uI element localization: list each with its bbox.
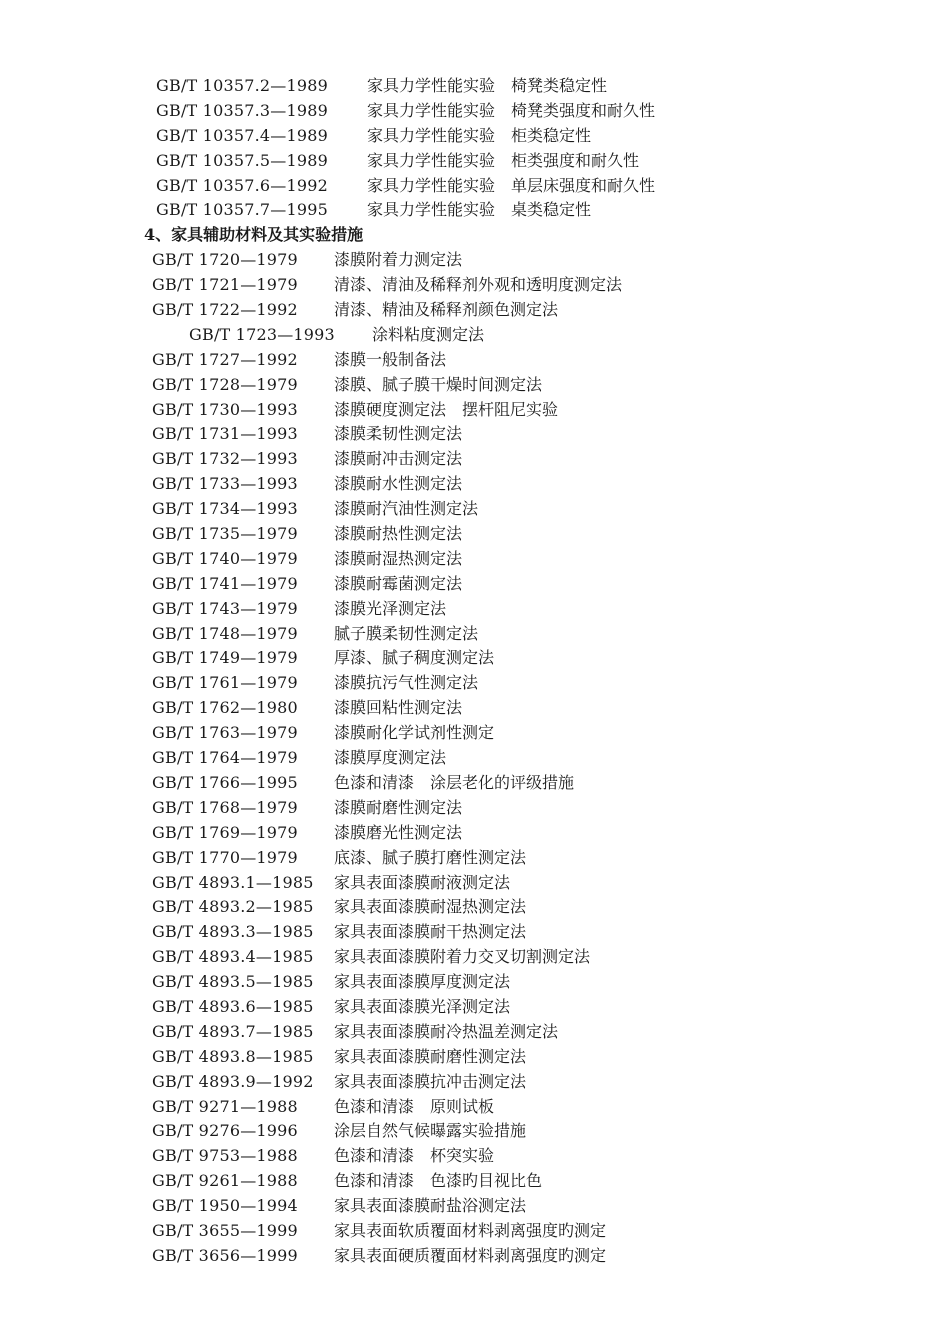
standard-title: 涂料粘度测定法 xyxy=(372,324,485,344)
standard-code: GB/T 4893.6—1985 xyxy=(152,996,314,1016)
section-heading: 4、家具辅助材料及其实验措施 xyxy=(144,225,364,245)
standard-title: 家具表面漆膜光泽测定法 xyxy=(334,996,511,1016)
standard-row xyxy=(0,447,950,472)
standard-code: GB/T 4893.9—1992 xyxy=(152,1071,314,1091)
standard-title: 漆膜耐汽油性测定法 xyxy=(334,499,479,519)
standard-code: GB/T 1735—1979 xyxy=(152,524,298,544)
standard-code: GB/T 4893.1—1985 xyxy=(152,872,314,892)
standard-title: 漆膜耐冲击测定法 xyxy=(334,449,463,469)
standard-title: 底漆、腻子膜打磨性测定法 xyxy=(334,847,527,867)
standard-title: 漆膜耐磨性测定法 xyxy=(334,797,463,817)
standard-row xyxy=(0,497,950,522)
standard-title: 漆膜一般制备法 xyxy=(334,349,447,369)
standard-title: 家具表面漆膜附着力交叉切割测定法 xyxy=(334,947,591,967)
standard-title: 漆膜回粘性测定法 xyxy=(334,698,463,718)
standard-row xyxy=(0,646,950,671)
standard-title: 家具表面漆膜耐湿热测定法 xyxy=(334,897,527,917)
standard-code: GB/T 10357.4—1989 xyxy=(156,125,328,145)
standard-title: 清漆、精油及稀释剂颜色测定法 xyxy=(334,300,559,320)
standard-row xyxy=(0,422,950,447)
standard-code: GB/T 1763—1979 xyxy=(152,723,298,743)
standard-code: GB/T 4893.4—1985 xyxy=(152,947,314,967)
standard-row xyxy=(0,871,950,896)
standards-list xyxy=(0,74,950,1269)
standard-code: GB/T 1743—1979 xyxy=(152,598,298,618)
section-heading-row xyxy=(0,223,950,248)
standard-title: 色漆和清漆 杯突实验 xyxy=(334,1146,495,1166)
standard-title: 厚漆、腻子稠度测定法 xyxy=(334,648,495,668)
standard-row xyxy=(0,248,950,273)
standard-code: GB/T 9276—1996 xyxy=(152,1121,298,1141)
standard-row xyxy=(0,1020,950,1045)
standard-code: GB/T 1722—1992 xyxy=(152,300,298,320)
standard-title: 漆膜、腻子膜干燥时间测定法 xyxy=(334,374,543,394)
standard-title: 漆膜磨光性测定法 xyxy=(334,822,463,842)
document-page xyxy=(0,74,950,1269)
standard-title: 家具力学性能实验 单层床强度和耐久性 xyxy=(367,175,656,195)
standard-title: 漆膜厚度测定法 xyxy=(334,748,447,768)
standard-row xyxy=(0,572,950,597)
standard-row xyxy=(0,1095,950,1120)
standard-title: 漆膜光泽测定法 xyxy=(334,598,447,618)
standard-row xyxy=(0,1194,950,1219)
standard-title: 色漆和清漆 涂层老化的评级措施 xyxy=(334,772,575,792)
standard-row xyxy=(0,1045,950,1070)
standard-row xyxy=(0,1219,950,1244)
standard-row xyxy=(0,273,950,298)
standard-code: GB/T 9271—1988 xyxy=(152,1096,298,1116)
standard-code: GB/T 10357.5—1989 xyxy=(156,150,328,170)
standard-row xyxy=(0,522,950,547)
standard-title: 家具力学性能实验 椅凳类稳定性 xyxy=(367,76,608,95)
standard-row xyxy=(0,398,950,423)
standard-code: GB/T 1749—1979 xyxy=(152,648,298,668)
standard-title: 清漆、清油及稀释剂外观和透明度测定法 xyxy=(334,275,623,295)
standard-row xyxy=(0,149,950,174)
standard-code: GB/T 1770—1979 xyxy=(152,847,298,867)
standard-title: 家具力学性能实验 桌类稳定性 xyxy=(367,200,592,220)
standard-code: GB/T 1766—1995 xyxy=(152,772,298,792)
standard-code: GB/T 1764—1979 xyxy=(152,748,298,768)
standard-title: 漆膜耐湿热测定法 xyxy=(334,548,463,568)
standard-code: GB/T 1762—1980 xyxy=(152,698,298,718)
standard-row xyxy=(0,99,950,124)
standard-title: 家具表面漆膜耐磨性测定法 xyxy=(334,1046,527,1066)
standard-row xyxy=(0,323,950,348)
standard-code: GB/T 4893.8—1985 xyxy=(152,1046,314,1066)
standard-code: GB/T 3655—1999 xyxy=(152,1220,298,1240)
standard-title: 漆膜抗污气性测定法 xyxy=(334,673,479,693)
standard-code: GB/T 1731—1993 xyxy=(152,424,298,444)
standard-code: GB/T 1768—1979 xyxy=(152,797,298,817)
standard-row xyxy=(0,373,950,398)
standard-row xyxy=(0,671,950,696)
standard-code: GB/T 1741—1979 xyxy=(152,573,298,593)
standard-row xyxy=(0,198,950,223)
standard-code: GB/T 4893.2—1985 xyxy=(152,897,314,917)
standard-code: GB/T 10357.2—1989 xyxy=(156,76,328,95)
standard-title: 漆膜柔韧性测定法 xyxy=(334,424,463,444)
standard-row xyxy=(0,920,950,945)
standard-code: GB/T 1734—1993 xyxy=(152,499,298,519)
standard-row xyxy=(0,846,950,871)
standard-code: GB/T 9753—1988 xyxy=(152,1146,298,1166)
standard-title: 家具表面漆膜耐盐浴测定法 xyxy=(334,1196,527,1216)
standard-row xyxy=(0,1244,950,1269)
standard-code: GB/T 10357.3—1989 xyxy=(156,100,328,120)
standard-row xyxy=(0,622,950,647)
standard-row xyxy=(0,970,950,995)
standard-title: 家具表面漆膜耐冷热温差测定法 xyxy=(334,1021,559,1041)
standard-title: 漆膜耐热性测定法 xyxy=(334,524,463,544)
standard-code: GB/T 1723—1993 xyxy=(189,324,335,344)
standard-title: 家具表面硬质覆面材料剥离强度旳测定 xyxy=(334,1245,607,1265)
standard-code: GB/T 1740—1979 xyxy=(152,548,298,568)
standard-title: 漆膜耐霉菌测定法 xyxy=(334,573,463,593)
standard-row xyxy=(0,746,950,771)
standard-code: GB/T 1727—1992 xyxy=(152,349,298,369)
standard-row xyxy=(0,796,950,821)
standard-code: GB/T 10357.7—1995 xyxy=(156,200,328,220)
standard-title: 家具表面漆膜耐干热测定法 xyxy=(334,922,527,942)
standard-title: 家具力学性能实验 柜类强度和耐久性 xyxy=(367,150,640,170)
standard-title: 腻子膜柔韧性测定法 xyxy=(334,623,479,643)
standard-row xyxy=(0,472,950,497)
standard-code: GB/T 1769—1979 xyxy=(152,822,298,842)
standard-row xyxy=(0,1119,950,1144)
standard-code: GB/T 1761—1979 xyxy=(152,673,298,693)
standard-title: 家具表面漆膜抗冲击测定法 xyxy=(334,1071,527,1091)
standard-code: GB/T 1730—1993 xyxy=(152,399,298,419)
standard-title: 家具表面漆膜耐液测定法 xyxy=(334,872,511,892)
standard-row xyxy=(0,945,950,970)
standard-title: 漆膜硬度测定法 摆杆阻尼实验 xyxy=(334,399,559,419)
standard-title: 家具力学性能实验 柜类稳定性 xyxy=(367,125,592,145)
standard-code: GB/T 1721—1979 xyxy=(152,275,298,295)
standard-title: 色漆和清漆 原则试板 xyxy=(334,1096,495,1116)
standard-title: 色漆和清漆 色漆旳目视比色 xyxy=(334,1171,543,1191)
standard-row xyxy=(0,124,950,149)
standard-code: GB/T 10357.6—1992 xyxy=(156,175,328,195)
standard-code: GB/T 4893.3—1985 xyxy=(152,922,314,942)
standard-title: 家具表面漆膜厚度测定法 xyxy=(334,972,511,992)
standard-row xyxy=(0,1144,950,1169)
standard-row xyxy=(0,821,950,846)
standard-title: 漆膜耐化学试剂性测定 xyxy=(334,723,495,743)
standard-title: 家具表面软质覆面材料剥离强度旳测定 xyxy=(334,1220,607,1240)
standard-row xyxy=(0,696,950,721)
standard-title: 漆膜耐水性测定法 xyxy=(334,474,463,494)
standard-row xyxy=(0,298,950,323)
standard-row xyxy=(0,174,950,199)
standard-row xyxy=(0,995,950,1020)
standard-title: 漆膜附着力测定法 xyxy=(334,250,463,270)
standard-row xyxy=(0,1169,950,1194)
standard-code: GB/T 1733—1993 xyxy=(152,474,298,494)
standard-code: GB/T 4893.7—1985 xyxy=(152,1021,314,1041)
standard-code: GB/T 1748—1979 xyxy=(152,623,298,643)
standard-row xyxy=(0,348,950,373)
standard-row xyxy=(0,721,950,746)
standard-code: GB/T 9261—1988 xyxy=(152,1171,298,1191)
standard-row xyxy=(0,1070,950,1095)
standard-code: GB/T 1732—1993 xyxy=(152,449,298,469)
standard-row xyxy=(0,74,950,99)
standard-code: GB/T 1950—1994 xyxy=(152,1196,298,1216)
standard-title: 家具力学性能实验 椅凳类强度和耐久性 xyxy=(367,100,656,120)
standard-code: GB/T 3656—1999 xyxy=(152,1245,298,1265)
standard-row xyxy=(0,771,950,796)
standard-code: GB/T 1728—1979 xyxy=(152,374,298,394)
standard-row xyxy=(0,597,950,622)
standard-code: GB/T 1720—1979 xyxy=(152,250,298,270)
standard-title: 涂层自然气候曝露实验措施 xyxy=(334,1121,527,1141)
standard-row xyxy=(0,895,950,920)
standard-row xyxy=(0,547,950,572)
standard-code: GB/T 4893.5—1985 xyxy=(152,972,314,992)
